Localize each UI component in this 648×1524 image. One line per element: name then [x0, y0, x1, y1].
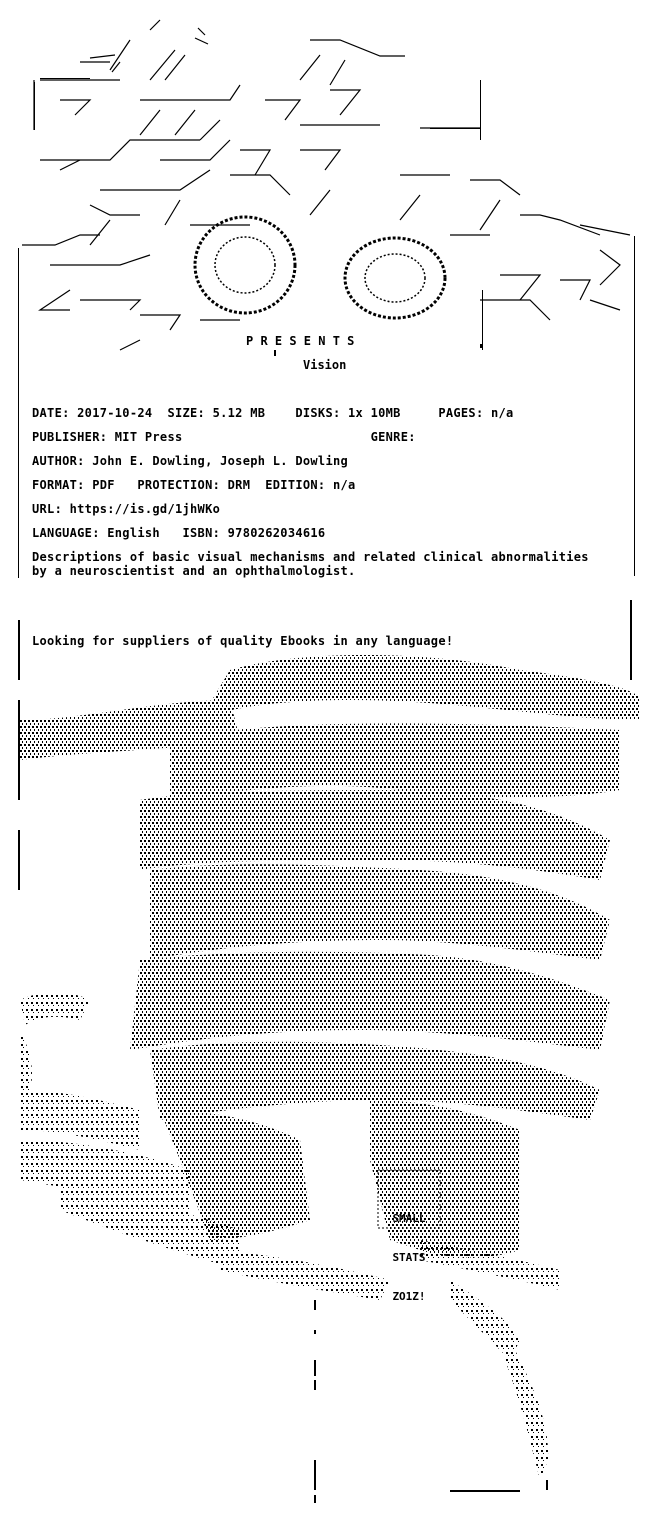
- stamp-line-1: SMALL: [392, 1212, 426, 1225]
- info-language-isbn: LANGUAGE: English ISBN: 9780262034616: [32, 526, 326, 540]
- stamp-line-3: ZO1Z!: [392, 1290, 426, 1303]
- presents-label: P R E S E N T S: [246, 334, 355, 348]
- stamp-line-2: STATS: [392, 1251, 426, 1264]
- info-publisher-genre: PUBLISHER: MIT Press GENRE:: [32, 430, 416, 444]
- release-title: Vision: [303, 358, 347, 372]
- info-format-protection-edition: FORMAT: PDF PROTECTION: DRM EDITION: n/a: [32, 478, 356, 492]
- suppliers-ad: Looking for suppliers of quality Ebooks in any language!: [32, 634, 454, 648]
- info-url: URL: https://is.gd/1jhWKo: [32, 502, 221, 516]
- info-date-size-disks-pages: DATE: 2017-10-24 SIZE: 5.12 MB DISKS: 1x 10MB PAGES: n/a: [32, 406, 514, 420]
- stats-stamp: [378, 1170, 440, 1303]
- description-line-2: by a neuroscientist and an ophthalmologist.: [32, 564, 356, 578]
- info-author: AUTHOR: John E. Dowling, Joseph L. Dowling: [32, 454, 349, 468]
- description-line-1: Descriptions of basic visual mechanisms and related clinical abnormalities: [32, 550, 589, 564]
